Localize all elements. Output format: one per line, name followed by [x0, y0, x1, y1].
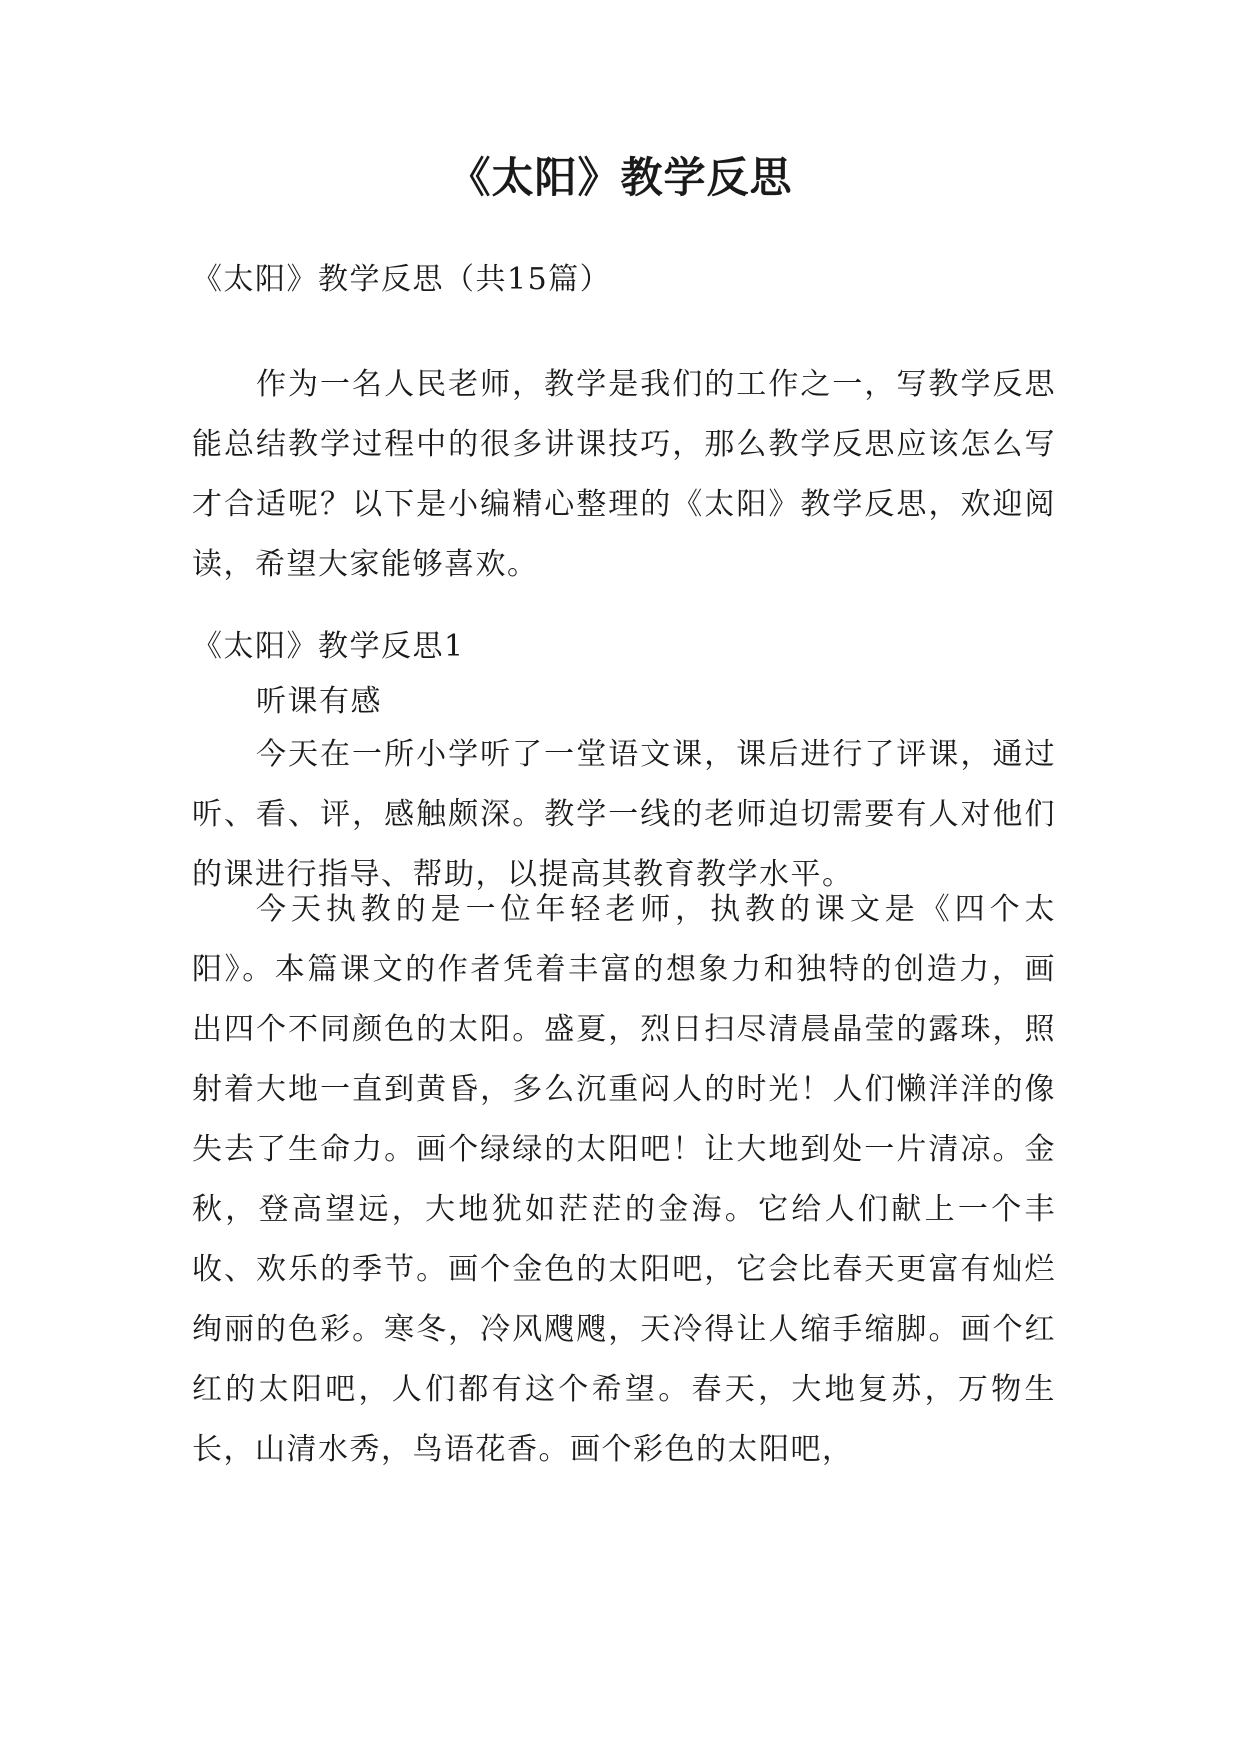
document-title: 《太阳》教学反思	[448, 153, 793, 202]
intro-paragraph: 作为一名人民老师，教学是我们的工作之一，写教学反思能总结教学过程中的很多讲课技巧，那么教学反思应该怎么写才合适呢？以下是小编精心整理的《太阳》教学反思，欢迎阅读，希望大家能够喜欢。	[192, 367, 1056, 582]
section-subheading: 听课有感	[256, 684, 382, 719]
section-paragraph-1: 今天在一所小学听了一堂语文课，课后进行了评课，通过听、看、评，感触颇深。教学一线的老师迫切需要有人对他们的课进行指导、帮助，以提高其教育教学水平。	[192, 737, 1056, 892]
document-subtitle: 《太阳》教学反思（共15篇）	[192, 262, 612, 297]
section-heading: 《太阳》教学反思1	[192, 629, 465, 664]
section-paragraph-2: 今天执教的是一位年轻老师，执教的课文是《四个太阳》。本篇课文的作者凭着丰富的想象力和独特的创造力，画出四个不同颜色的太阳。盛夏，烈日扫尽清晨晶莹的露珠，照射着大地一直到黄昏，多么沉重闷人的时光！人们懒洋洋的像失去了生命力。画个绿绿的太阳吧！让大地到处一片清凉。金秋，登高望远，大地犹如茫茫的金海。它给人们献上一个丰收、欢乐的季节。画个金色的太阳吧，它会比春天更富有灿烂绚丽的色彩。寒冬，冷风飕飕，天冷得让人缩手缩脚。画个红红的太阳吧，人们都有这个希望。春天，大地复苏，万物生长，山清水秀，鸟语花香。画个彩色的太阳吧，	[192, 892, 1056, 1467]
